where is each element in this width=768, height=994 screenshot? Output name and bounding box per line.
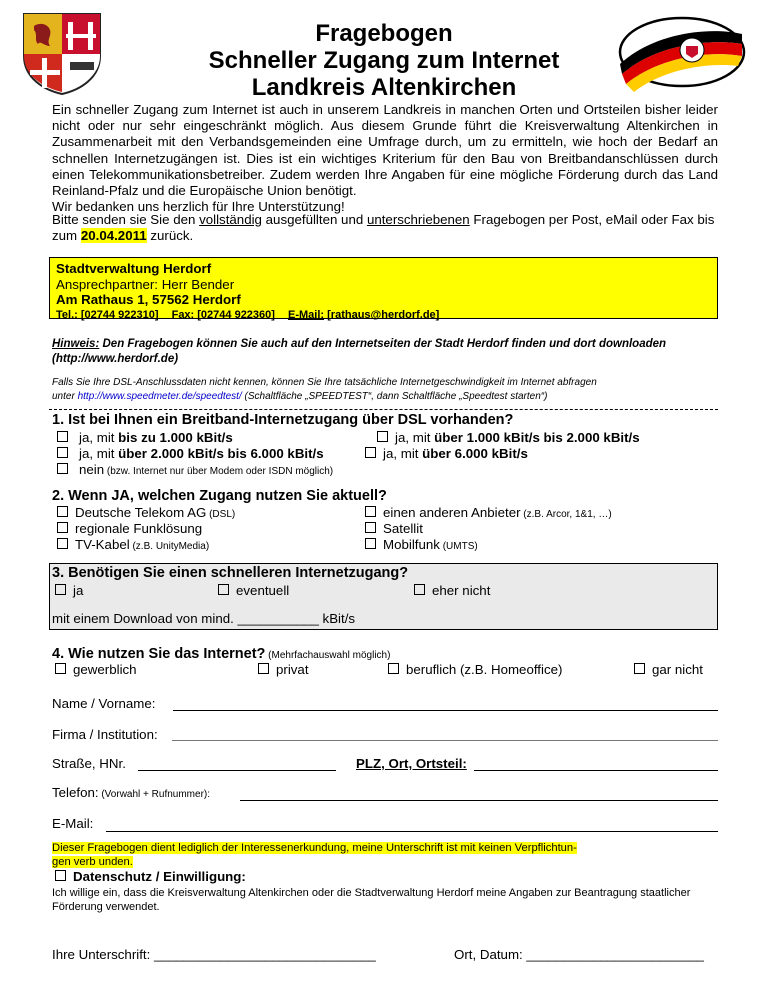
question-3-title: 3. Benötigen Sie einen schnelleren Internetzugang? [52,565,409,581]
checkbox-icon[interactable] [55,663,66,674]
send-part-3: Fragebogen per Post, eMail oder Fax bis zum [52,212,715,244]
q2-option-6[interactable]: Mobilfunk (UMTS) [365,537,478,555]
q4-option-privat[interactable]: privat [258,662,309,678]
send-part-4: zurück. [146,228,194,244]
strasse-input[interactable] [138,770,336,771]
checkbox-icon[interactable] [258,663,269,674]
checkbox-icon[interactable] [365,538,376,549]
title-line-2: Schneller Zugang zum Internet [208,47,560,74]
send-part-1: Bitte senden sie Sie den [52,212,200,227]
deadline-date: 20.04.2011 [80,228,147,244]
speedtest-pre: unter [52,391,78,402]
strasse-label: Straße, HNr. [52,756,126,771]
checkbox-icon[interactable] [55,870,66,881]
speedtest-note [52,376,718,404]
divider [49,409,718,410]
checkbox-icon[interactable] [57,463,68,474]
address-contact: Ansprechpartner: Herr Bender [56,276,235,292]
address-email-label: E-Mail: [288,308,325,321]
title-line-3: Landkreis Altenkirchen [251,74,517,101]
send-instruction [52,212,718,244]
checkbox-icon[interactable] [388,663,399,674]
intro-text [52,102,718,215]
checkbox-icon[interactable] [634,663,645,674]
q3-option-eventuell[interactable]: eventuell [218,583,289,599]
page-title [0,20,768,101]
q4-option-gar-nicht[interactable]: gar nicht [634,662,703,678]
privacy-consent[interactable]: Datenschutz / Einwilligung: [55,869,246,885]
checkbox-icon[interactable] [377,431,388,442]
q1-option-3[interactable]: ja, mit über 2.000 kBit/s bis 6.000 kBit/s [57,446,324,462]
firma-label: Firma / Institution: [52,727,158,742]
q2-option-3[interactable]: regionale Funklösung [57,521,202,537]
q1-option-1[interactable]: ja, mit bis zu 1.000 kBit/s [57,430,233,446]
checkbox-icon[interactable] [218,584,229,595]
privacy-text: Ich willige ein, dass die Kreisverwaltung Altenkirchen oder die Stadtverwaltung Herdorf meine Angaben zur Beantragung staatlicher Förderung verwendet. [52,887,691,913]
place-date-field[interactable]: Ort, Datum: ________________________ [454,947,704,962]
question-1-title: 1. Ist bei Ihnen ein Breitband-Internetzugang über DSL vorhanden? [52,412,514,428]
q1-option-4[interactable]: ja, mit über 6.000 kBit/s [365,446,528,462]
checkbox-icon[interactable] [414,584,425,595]
checkbox-icon[interactable] [365,506,376,517]
address-org: Stadtverwaltung Herdorf [56,261,212,276]
address-street: Am Rathaus 1, 57562 Herdorf [56,292,241,307]
send-underline-1: vollständig [199,212,262,227]
disclaimer-line-2: gen verb unden. [52,855,133,868]
disclaimer-line-1: Dieser Fragebogen dient lediglich der Interessenerkundung, meine Unterschrift ist mit keinen Verpflichtun- [52,842,577,854]
q4-option-gewerblich[interactable]: gewerblich [55,662,137,678]
q3-option-eher-nicht[interactable]: eher nicht [414,583,490,599]
checkbox-icon[interactable] [57,447,68,458]
hint-label: Hinweis: [52,338,100,350]
telefon-input[interactable] [240,800,718,801]
address-fax: Fax: [02744 922360] [171,308,275,321]
q2-option-2[interactable]: einen anderen Anbieter (z.B. Arcor, 1&1, …) [365,505,612,523]
q3-option-ja[interactable]: ja [55,583,83,599]
q2-option-5[interactable]: TV-Kabel (z.B. UnityMedia) [57,537,209,555]
plz-input[interactable] [474,770,718,771]
checkbox-icon[interactable] [57,522,68,533]
checkbox-icon[interactable] [57,538,68,549]
question-4-title: 4. Wie nutzen Sie das Internet? (Mehrfachauswahl möglich) [52,646,391,662]
name-label: Name / Vorname: [52,696,156,711]
speedtest-link[interactable]: http://www.speedmeter.de/speedtest/ [77,391,242,402]
title-line-1: Fragebogen [315,20,453,47]
intro-thanks: Wir bedanken uns herzlich für Ihre Unterstützung! [52,199,345,215]
intro-paragraph: Ein schneller Zugang zum Internet ist auch in unserem Landkreis in manchen Orten und Ortsteilen bisher leider nicht oder nur sehr eingeschränkt möglich. Aus diesem Grunde führt die Kreisverwaltung Altenkirchen in Zusammenarbeit mit den Verbandsgemeinden eine Umfrage durch, um zu ermitteln, wie hoch der Bedarf an schnellen Internetzugängen ist. Dies ist ein wichtiges Kriterium für den Bau von Breitbandanschlüssen durch einen Telekommunikationsbetreiber. Zudem werden Ihre Angaben für eine mögliche Förderung durch das Land Reinland-Pfalz und die Europäische Union benötigt. [52,102,718,199]
send-part-2: ausgefüllten und [261,212,367,227]
checkbox-icon[interactable] [365,447,376,458]
speedtest-post: (Schaltfläche „SPEEDTEST“, dann Schaltfläche „Speedtest starten“) [241,391,548,402]
q2-option-1[interactable]: Deutsche Telekom AG (DSL) [57,505,235,523]
q2-option-4[interactable]: Satellit [365,521,423,537]
q1-option-2[interactable]: ja, mit über 1.000 kBit/s bis 2.000 kBit/s [377,430,640,446]
checkbox-icon[interactable] [55,584,66,595]
q3-download-field[interactable]: mit einem Download von mind. ___________ kBit/s [52,611,356,626]
question-2-title: 2. Wenn JA, welchen Zugang nutzen Sie aktuell? [52,488,387,504]
hint-body: Den Fragebogen können Sie auch auf den Internetseiten der Stadt Herdorf finden und dort downloaden (http://www.herdorf.de) [52,338,667,365]
telefon-label: Telefon: (Vorwahl + Rufnummer): [52,785,211,800]
address-box [49,257,718,319]
plz-label: PLZ, Ort, Ortsteil: [356,756,467,771]
q1-option-5[interactable]: nein (bzw. Internet nur über Modem oder ISDN möglich) [57,462,333,480]
hint-text [52,337,718,367]
speedtest-line-1: Falls Sie Ihre DSL-Anschlussdaten nicht kennen, können Sie Ihre tatsächliche Internetgeschwindigkeit im Internet abfragen [52,377,597,388]
email-label: E-Mail: [52,816,94,831]
address-tel: Tel.: [02744 922310] [56,308,159,321]
address-email[interactable]: [rathaus@herdorf.de] [324,308,440,321]
checkbox-icon[interactable] [365,522,376,533]
firma-input[interactable] [172,740,718,741]
checkbox-icon[interactable] [57,431,68,442]
checkbox-icon[interactable] [57,506,68,517]
name-input[interactable] [173,710,718,711]
disclaimer [52,842,577,869]
send-underline-2: unterschriebenen [366,212,470,227]
signature-field[interactable]: Ihre Unterschrift: ______________________________ [52,947,376,962]
email-input[interactable] [106,831,718,832]
q4-option-beruflich[interactable]: beruflich (z.B. Homeoffice) [388,662,562,678]
